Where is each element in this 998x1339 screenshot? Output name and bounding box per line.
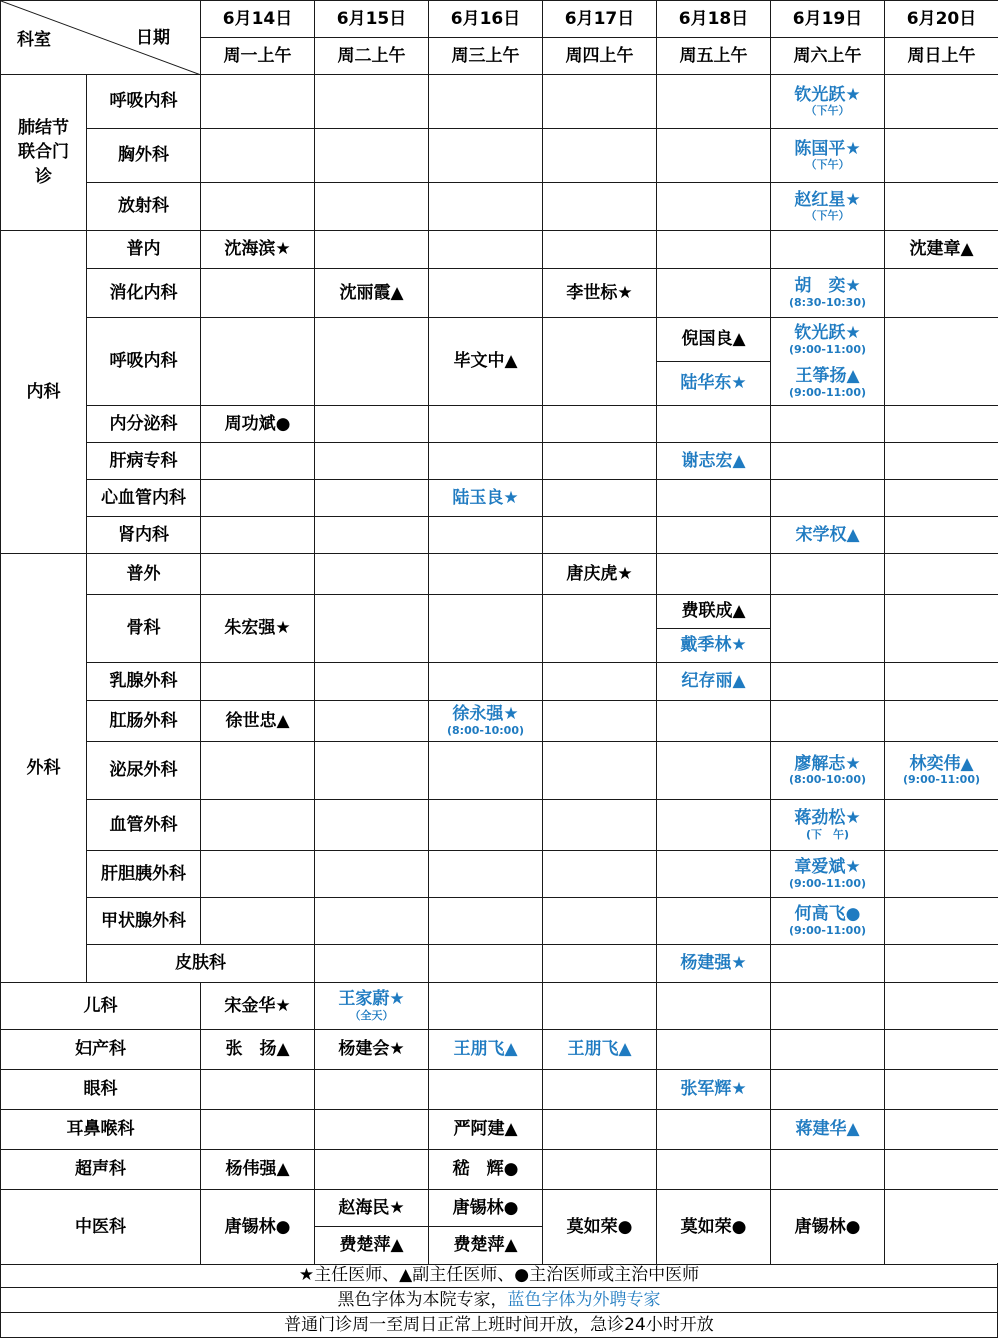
session-note: (9:00-11:00): [789, 342, 866, 356]
doctor-cell: [429, 1110, 543, 1150]
empty-cell: [657, 1030, 771, 1070]
dept-name: 中医科: [1, 1190, 201, 1265]
doctor-name: 徐永强★: [452, 704, 519, 725]
dept-name: 乳腺外科: [87, 663, 201, 701]
dept-header-label: 科室: [17, 30, 51, 50]
empty-cell: [771, 406, 885, 443]
empty-cell: [543, 595, 657, 663]
date-header: 6月16日: [429, 1, 543, 38]
doctor-name: 蒋建华▲: [795, 1119, 860, 1140]
empty-cell: [201, 517, 315, 554]
empty-cell: [429, 983, 543, 1030]
session-header: 周一上午: [201, 38, 315, 75]
doctor-cell: [657, 629, 771, 663]
empty-cell: [885, 983, 998, 1030]
empty-cell: [201, 1070, 315, 1110]
doctor-cell: [771, 129, 885, 183]
empty-cell: [885, 443, 998, 480]
session-note: (9:00-11:00): [789, 876, 866, 890]
doctor-cell: [429, 1227, 543, 1265]
doctor-cell: [657, 318, 771, 362]
empty-cell: [315, 443, 429, 480]
empty-cell: [543, 406, 657, 443]
empty-cell: [315, 800, 429, 851]
dept-name: 泌尿外科: [87, 742, 201, 800]
empty-cell: [657, 1150, 771, 1190]
doctor-name: 王筝扬▲: [795, 366, 860, 387]
empty-cell: [885, 1150, 998, 1190]
dept-name: 儿科: [1, 983, 201, 1030]
empty-cell: [543, 443, 657, 480]
empty-cell: [315, 554, 429, 595]
empty-cell: [771, 480, 885, 517]
doctor-cell: [771, 742, 885, 800]
empty-cell: [657, 800, 771, 851]
session-note: (9:00-11:00): [789, 923, 866, 937]
empty-cell: [315, 129, 429, 183]
doctor-cell: [315, 983, 429, 1030]
doctor-name: 莫如荣●: [566, 1216, 633, 1237]
empty-cell: [771, 231, 885, 269]
doctor-name: 王朋飞▲: [567, 1039, 632, 1060]
session-header: 周六上午: [771, 38, 885, 75]
dept-name: 放射科: [87, 183, 201, 231]
empty-cell: [315, 517, 429, 554]
empty-cell: [201, 898, 315, 945]
empty-cell: [885, 75, 998, 129]
empty-cell: [315, 595, 429, 663]
doctor-cell: [429, 1030, 543, 1070]
doctor-name: 宋学权▲: [795, 524, 860, 545]
empty-cell: [543, 1110, 657, 1150]
empty-cell: [201, 269, 315, 318]
doctor-cell: [657, 595, 771, 629]
doctor-name: 何高飞●: [794, 904, 861, 925]
empty-cell: [771, 1150, 885, 1190]
date-header-label: 日期: [136, 28, 170, 48]
empty-cell: [885, 898, 998, 945]
doctor-cell: [885, 231, 998, 269]
doctor-cell: [771, 1190, 885, 1265]
empty-cell: [543, 851, 657, 898]
empty-cell: [315, 1110, 429, 1150]
dept-name: 内分泌科: [87, 406, 201, 443]
empty-cell: [885, 1070, 998, 1110]
empty-cell: [885, 945, 998, 983]
doctor-name: 唐锡林●: [452, 1197, 519, 1218]
session-note: （全天）: [349, 1008, 394, 1022]
empty-cell: [543, 480, 657, 517]
doctor-name: 王家蔚★: [338, 989, 405, 1010]
empty-cell: [201, 663, 315, 701]
doctor-cell: [771, 318, 885, 362]
session-note: (8:30-10:30): [789, 295, 866, 309]
empty-cell: [885, 663, 998, 701]
empty-cell: [885, 701, 998, 742]
empty-cell: [657, 183, 771, 231]
empty-cell: [885, 269, 998, 318]
empty-cell: [429, 595, 543, 663]
doctor-cell: [771, 362, 885, 406]
empty-cell: [201, 554, 315, 595]
empty-cell: [885, 851, 998, 898]
doctor-name: 王朋飞▲: [453, 1039, 518, 1060]
empty-cell: [315, 1070, 429, 1110]
dept-name: 胸外科: [87, 129, 201, 183]
empty-cell: [885, 318, 998, 406]
doctor-name: 唐锡林●: [794, 1216, 861, 1237]
empty-cell: [657, 75, 771, 129]
header-corner: [1, 1, 201, 75]
group-internal-medicine: 内科: [1, 231, 87, 554]
doctor-cell: [657, 362, 771, 406]
empty-cell: [885, 129, 998, 183]
empty-cell: [543, 945, 657, 983]
doctor-name: 张 扬▲: [225, 1039, 290, 1060]
group-lung-nodule: 肺结节 联合门 诊: [1, 75, 87, 231]
doctor-cell: [771, 517, 885, 554]
doctor-cell: [543, 269, 657, 318]
empty-cell: [543, 663, 657, 701]
empty-cell: [771, 443, 885, 480]
doctor-cell: [315, 1227, 429, 1265]
empty-cell: [315, 663, 429, 701]
empty-cell: [429, 75, 543, 129]
doctor-cell: [771, 269, 885, 318]
empty-cell: [201, 742, 315, 800]
doctor-name: 沈建章▲: [909, 239, 974, 260]
doctor-cell: [201, 1150, 315, 1190]
empty-cell: [315, 701, 429, 742]
empty-cell: [543, 742, 657, 800]
doctor-cell: [885, 742, 998, 800]
dept-name: 心血管内科: [87, 480, 201, 517]
session-header: 周三上午: [429, 38, 543, 75]
doctor-name: 陆华东★: [680, 373, 747, 394]
doctor-cell: [201, 1190, 315, 1265]
empty-cell: [543, 800, 657, 851]
doctor-name: 谢志宏▲: [681, 450, 746, 471]
session-note: （下午）: [805, 158, 850, 172]
empty-cell: [315, 406, 429, 443]
empty-cell: [201, 129, 315, 183]
empty-cell: [543, 983, 657, 1030]
empty-cell: [885, 517, 998, 554]
doctor-name: 莫如荣●: [680, 1216, 747, 1237]
legend-blue-font: 蓝色字体为外聘专家: [507, 1290, 661, 1310]
doctor-name: 赵红星★: [794, 189, 861, 210]
dept-name: 肝病专科: [87, 443, 201, 480]
empty-cell: [315, 183, 429, 231]
empty-cell: [771, 983, 885, 1030]
doctor-cell: [771, 898, 885, 945]
empty-cell: [657, 898, 771, 945]
doctor-name: 唐锡林●: [224, 1216, 291, 1237]
doctor-name: 胡 奕★: [794, 276, 861, 297]
empty-cell: [885, 406, 998, 443]
empty-cell: [543, 129, 657, 183]
session-note: （下午）: [805, 104, 850, 118]
doctor-name: 戴季林★: [680, 635, 747, 656]
empty-cell: [429, 269, 543, 318]
empty-cell: [315, 75, 429, 129]
doctor-name: 毕文中▲: [453, 351, 518, 372]
doctor-name: 周功斌●: [224, 413, 291, 434]
empty-cell: [201, 443, 315, 480]
empty-cell: [429, 800, 543, 851]
dept-name: 耳鼻喉科: [1, 1110, 201, 1150]
dept-name: 肾内科: [87, 517, 201, 554]
dept-name: 妇产科: [1, 1030, 201, 1070]
doctor-name: 廖解志★: [794, 753, 861, 774]
empty-cell: [201, 480, 315, 517]
doctor-name: 林奕伟▲: [909, 753, 974, 774]
dept-name: 血管外科: [87, 800, 201, 851]
empty-cell: [201, 75, 315, 129]
doctor-name: 嵇 辉●: [452, 1159, 519, 1180]
empty-cell: [543, 1070, 657, 1110]
empty-cell: [885, 1190, 998, 1265]
doctor-name: 宋金华★: [224, 995, 291, 1016]
doctor-cell: [429, 318, 543, 406]
doctor-cell: [657, 945, 771, 983]
doctor-cell: [543, 1190, 657, 1265]
empty-cell: [429, 406, 543, 443]
dept-name: 皮肤科: [87, 945, 315, 983]
empty-cell: [885, 183, 998, 231]
dept-name: 普外: [87, 554, 201, 595]
doctor-name: 费联成▲: [681, 601, 746, 622]
empty-cell: [429, 945, 543, 983]
doctor-cell: [201, 1030, 315, 1070]
empty-cell: [885, 1110, 998, 1150]
empty-cell: [657, 742, 771, 800]
empty-cell: [543, 231, 657, 269]
doctor-name: 徐世忠▲: [225, 710, 290, 731]
doctor-cell: [429, 1150, 543, 1190]
dept-name: 骨科: [87, 595, 201, 663]
session-header: 周日上午: [885, 38, 998, 75]
doctor-cell: [771, 75, 885, 129]
doctor-cell: [543, 554, 657, 595]
empty-cell: [543, 517, 657, 554]
doctor-name: 纪存丽▲: [681, 671, 746, 692]
empty-cell: [315, 898, 429, 945]
dept-name: 肝胆胰外科: [87, 851, 201, 898]
empty-cell: [771, 554, 885, 595]
empty-cell: [201, 851, 315, 898]
doctor-cell: [429, 701, 543, 742]
legend-font-colors: [0, 1288, 998, 1313]
doctor-name: 蒋劲松★: [794, 808, 861, 829]
empty-cell: [657, 517, 771, 554]
doctor-name: 章爱斌★: [794, 857, 861, 878]
empty-cell: [771, 1030, 885, 1070]
empty-cell: [885, 554, 998, 595]
doctor-cell: [315, 1030, 429, 1070]
empty-cell: [771, 1070, 885, 1110]
empty-cell: [429, 443, 543, 480]
legend: [0, 1263, 998, 1339]
doctor-cell: [771, 800, 885, 851]
doctor-cell: [657, 1070, 771, 1110]
doctor-cell: [771, 851, 885, 898]
empty-cell: [885, 1030, 998, 1070]
doctor-cell: [657, 443, 771, 480]
session-note: （下午）: [805, 209, 850, 223]
doctor-cell: [543, 1030, 657, 1070]
empty-cell: [771, 663, 885, 701]
empty-cell: [657, 701, 771, 742]
empty-cell: [657, 406, 771, 443]
doctor-name: 杨建强★: [680, 953, 747, 974]
legend-black-font: 黑色字体为本院专家，: [337, 1290, 508, 1310]
dept-name: 肛肠外科: [87, 701, 201, 742]
doctor-name: 杨伟强▲: [225, 1159, 290, 1180]
empty-cell: [201, 183, 315, 231]
empty-cell: [657, 983, 771, 1030]
empty-cell: [657, 851, 771, 898]
doctor-name: 费楚萍▲: [339, 1235, 404, 1256]
doctor-name: 李世标★: [566, 282, 633, 303]
date-header: 6月20日: [885, 1, 998, 38]
empty-cell: [657, 1110, 771, 1150]
empty-cell: [315, 231, 429, 269]
empty-cell: [771, 595, 885, 663]
dept-name: 消化内科: [87, 269, 201, 318]
empty-cell: [657, 129, 771, 183]
doctor-name: 费楚萍▲: [453, 1235, 518, 1256]
doctor-cell: [429, 480, 543, 517]
empty-cell: [315, 851, 429, 898]
empty-cell: [201, 800, 315, 851]
empty-cell: [429, 231, 543, 269]
doctor-cell: [201, 231, 315, 269]
empty-cell: [885, 595, 998, 663]
doctor-name: 沈丽霞▲: [339, 282, 404, 303]
doctor-cell: [429, 1190, 543, 1227]
session-note: (9:00-11:00): [903, 773, 980, 787]
empty-cell: [885, 480, 998, 517]
date-header: 6月18日: [657, 1, 771, 38]
empty-cell: [657, 231, 771, 269]
empty-cell: [429, 1070, 543, 1110]
empty-cell: [201, 318, 315, 406]
empty-cell: [771, 701, 885, 742]
date-header: 6月19日: [771, 1, 885, 38]
empty-cell: [429, 742, 543, 800]
doctor-name: 陈国平★: [794, 138, 861, 159]
empty-cell: [657, 554, 771, 595]
date-header: 6月15日: [315, 1, 429, 38]
doctor-cell: [771, 1110, 885, 1150]
empty-cell: [543, 75, 657, 129]
empty-cell: [543, 1150, 657, 1190]
empty-cell: [429, 129, 543, 183]
session-note: (下 午): [805, 827, 850, 841]
doctor-name: 朱宏强★: [224, 618, 291, 639]
doctor-name: 钦光跃★: [794, 84, 861, 105]
empty-cell: [201, 1110, 315, 1150]
empty-cell: [543, 183, 657, 231]
doctor-name: 唐庆虎★: [566, 563, 633, 584]
empty-cell: [429, 663, 543, 701]
dept-name: 呼吸内科: [87, 75, 201, 129]
session-header: 周五上午: [657, 38, 771, 75]
doctor-name: 沈海滨★: [224, 239, 291, 260]
doctor-cell: [657, 663, 771, 701]
empty-cell: [771, 945, 885, 983]
doctor-name: 陆玉良★: [452, 487, 519, 508]
session-note: (8:00-10:00): [789, 773, 866, 787]
empty-cell: [429, 183, 543, 231]
empty-cell: [885, 800, 998, 851]
empty-cell: [543, 318, 657, 406]
empty-cell: [657, 269, 771, 318]
doctor-cell: [315, 1190, 429, 1227]
dept-name: 甲状腺外科: [87, 898, 201, 945]
doctor-name: 钦光跃★: [794, 322, 861, 343]
empty-cell: [429, 851, 543, 898]
doctor-cell: [657, 1190, 771, 1265]
empty-cell: [429, 554, 543, 595]
empty-cell: [543, 701, 657, 742]
doctor-cell: [201, 983, 315, 1030]
session-note: (8:00-10:00): [447, 723, 524, 737]
doctor-cell: [201, 595, 315, 663]
empty-cell: [657, 480, 771, 517]
group-surgery: 外科: [1, 554, 87, 983]
dept-name: 超声科: [1, 1150, 201, 1190]
empty-cell: [543, 898, 657, 945]
doctor-cell: [771, 183, 885, 231]
doctor-name: 赵海民★: [338, 1197, 405, 1218]
doctor-cell: [201, 701, 315, 742]
empty-cell: [315, 318, 429, 406]
dept-name: 呼吸内科: [87, 318, 201, 406]
session-header: 周四上午: [543, 38, 657, 75]
doctor-cell: [315, 269, 429, 318]
dept-name: 眼科: [1, 1070, 201, 1110]
session-header: 周二上午: [315, 38, 429, 75]
doctor-name: 杨建会★: [338, 1039, 405, 1060]
empty-cell: [315, 945, 429, 983]
empty-cell: [429, 898, 543, 945]
doctor-name: 严阿建▲: [453, 1119, 518, 1140]
legend-opening-hours: 普通门诊周一至周日正常上班时间开放，急诊24小时开放: [0, 1313, 998, 1338]
doctor-name: 张军辉★: [680, 1079, 747, 1100]
date-header: 6月17日: [543, 1, 657, 38]
doctor-name: 倪国良▲: [681, 329, 746, 350]
date-header: 6月14日: [201, 1, 315, 38]
empty-cell: [315, 742, 429, 800]
empty-cell: [315, 1150, 429, 1190]
legend-symbols: ★主任医师、▲副主任医师、●主治医师或主治中医师: [0, 1263, 998, 1288]
empty-cell: [315, 480, 429, 517]
doctor-cell: [201, 406, 315, 443]
session-note: (9:00-11:00): [789, 386, 866, 400]
dept-name: 普内: [87, 231, 201, 269]
empty-cell: [429, 517, 543, 554]
